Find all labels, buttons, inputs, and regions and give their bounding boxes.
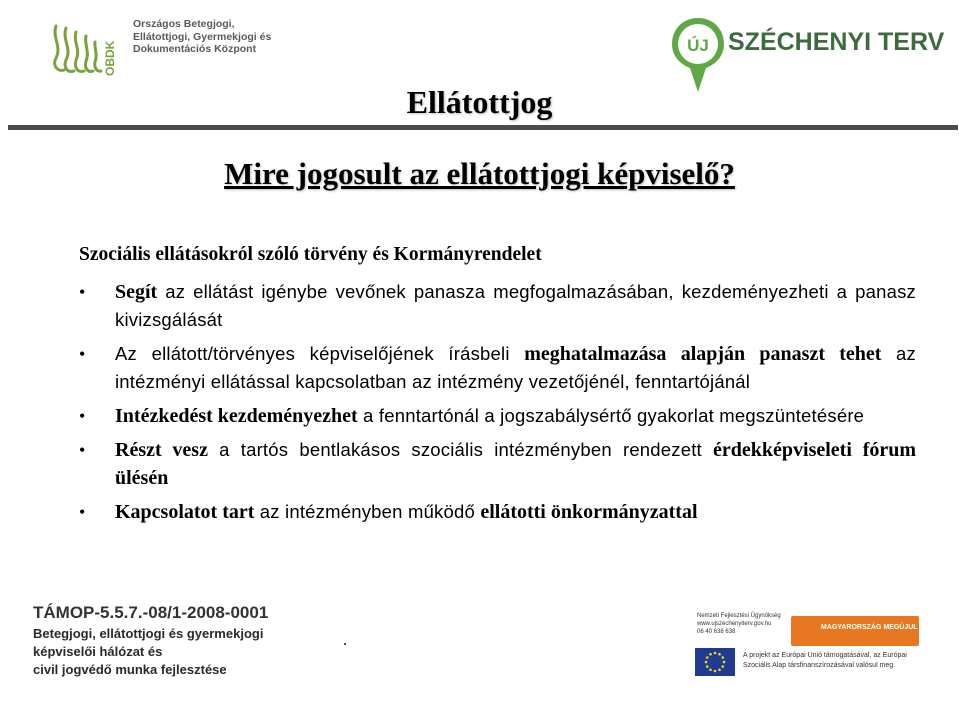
bullet-dot-icon: •: [79, 440, 86, 460]
bullet-text: az intézményben működő: [254, 501, 481, 522]
magyarorszag-megujul-text: MAGYARORSZÁG MEGÚJUL: [821, 624, 918, 631]
bullet-dot-icon: •: [79, 406, 86, 426]
szechenyi-terv-text: SZÉCHENYI TERV: [728, 28, 945, 56]
obdk-line: Dokumentációs Központ: [133, 43, 257, 56]
obdk-line: Ellátottjogi, Gyermekjogi és: [133, 30, 272, 43]
bullet-item: [79, 498, 916, 526]
funding-block: [683, 604, 929, 688]
eu-line: A projekt az Európai Unió támogatásával, az Európai: [743, 652, 907, 659]
bullet-emphasis: Kapcsolatot tart: [115, 501, 255, 523]
project-line: civil jogvédő munka fejlesztése: [33, 662, 227, 677]
eu-line: Szociális Alap társfinanszírozásával valósul meg.: [743, 662, 896, 669]
bullet-emphasis: meghatalmazása alapján panaszt tehet: [524, 343, 882, 365]
bullet-text: Az ellátott/törvényes képviselőjének írásbeli: [115, 343, 525, 364]
bullet-item: [79, 436, 916, 492]
nfu-info: [697, 612, 781, 636]
project-info: [33, 604, 268, 679]
obdk-mark: OBDK: [103, 40, 117, 76]
intro-text: Szociális ellátásokról szóló törvény és Kormányrendelet: [79, 244, 542, 265]
bullet-emphasis: érdekképviseleti fórum ülésén: [115, 439, 917, 489]
obdk-name: [133, 18, 271, 56]
bullet-item: [79, 340, 916, 396]
bullet-dot-icon: •: [79, 344, 86, 364]
bullet-item: [79, 402, 916, 430]
slide-title: Ellátottjog: [406, 84, 553, 120]
bullet-emphasis: Részt vesz: [115, 439, 208, 461]
footer-dot: .: [343, 632, 347, 649]
nfu-line: www.ujszechenyiterv.gov.hu: [697, 621, 772, 627]
uj-badge: ÚJ: [687, 36, 709, 55]
magyarorszag-megujul-banner: [791, 616, 919, 646]
project-line: képviselői hálózat és: [33, 644, 163, 659]
bullet-text: a tartós bentlakásos szociális intézményben rendezett: [207, 439, 714, 460]
header-divider: [8, 125, 958, 130]
bullet-item: [79, 278, 916, 334]
bullet-emphasis: Segít: [115, 281, 158, 303]
nfu-line: Nemzeti Fejlesztési Ügynökség: [697, 613, 781, 619]
project-line: Betegjogi, ellátottjogi és gyermekjogi: [33, 626, 264, 641]
bullet-dot-icon: •: [79, 502, 86, 522]
bullet-text: az intézményi ellátással kapcsolatban az intézmény vezetőjénél, fenntartójánál: [115, 343, 916, 392]
eu-funding-text: [743, 651, 907, 671]
bullet-emphasis: Intézkedést kezdeményezhet: [115, 405, 358, 427]
bullet-dot-icon: •: [79, 282, 86, 302]
bullet-text: az ellátást igénybe vevőnek panasza megfogalmazásában, kezdeményezheti a panasz kivizsgálását: [115, 281, 916, 330]
obdk-line: Országos Betegjogi,: [133, 18, 235, 30]
eu-flag-icon: [695, 648, 735, 676]
bullet-text: a fenntartónál a jogszabálysértő gyakorlat megszüntetésére: [357, 405, 865, 426]
bullet-emphasis: ellátotti önkormányzattal: [480, 501, 698, 523]
project-code: TÁMOP-5.5.7.-08/1-2008-0001: [33, 603, 269, 622]
slide-subtitle: Mire jogosult az ellátottjogi képviselő?: [224, 156, 735, 191]
nfu-line: 06 40 638 638: [697, 629, 736, 635]
bullet-list: [79, 278, 916, 526]
